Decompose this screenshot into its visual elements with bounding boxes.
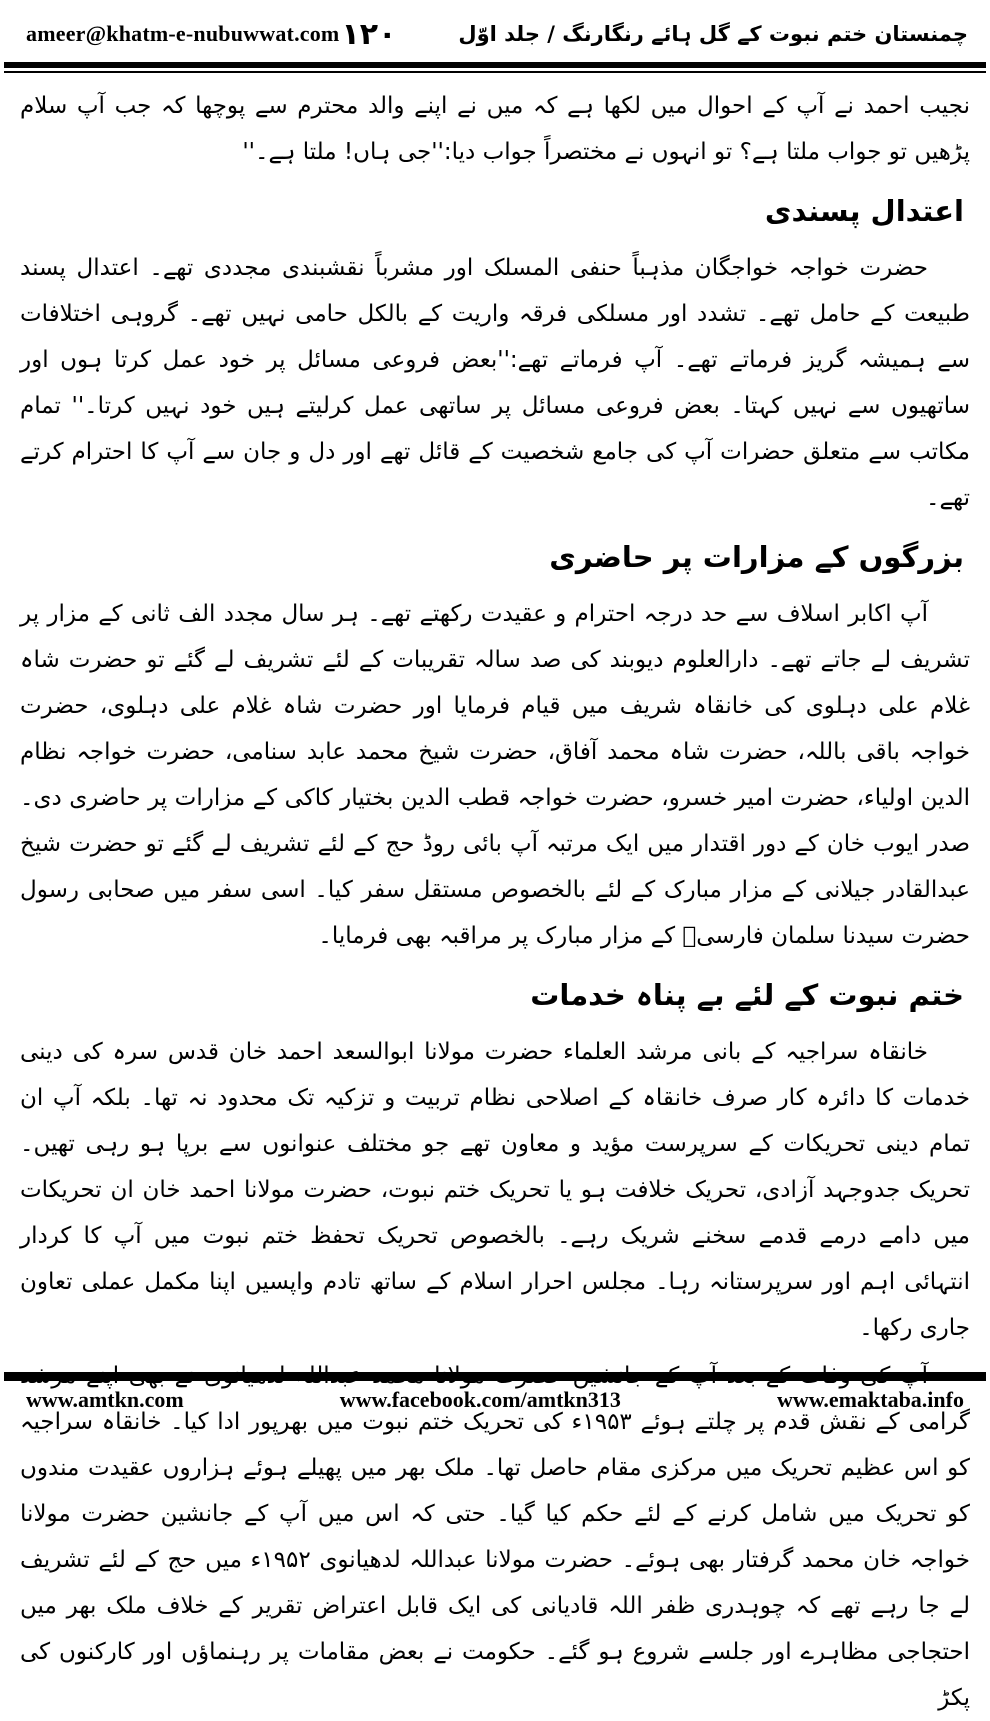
section-heading-shrine-visits: بزرگوں کے مزارات پر حاضری — [549, 540, 964, 574]
page-header — [0, 0, 990, 60]
footer-url-emaktaba: www.emaktaba.info — [776, 1387, 964, 1412]
section-heading-khatm-e-nubuwwat-services: ختم نبوت کے لئے بے پناہ خدمات — [530, 978, 964, 1012]
book-title: چمنستان ختم نبوت کے گل ہائے رنگارنگ / جلد اوّل — [458, 22, 968, 46]
header-rule-thick — [4, 62, 986, 68]
footer-rule — [4, 1372, 986, 1381]
paragraph-salam-reply: نجیب احمد نے آپ کے احوال میں لکھا ہے کہ میں نے اپنے والد محترم سے پوچھا کہ جب آپ سلام پڑھیں تو جواب ملتا ہے؟ تو انہوں نے مختصراً جواب دیا:''جی ہاں! ملتا ہے۔'' — [20, 93, 970, 165]
footer-url-facebook: www.facebook.com/amtkn313 — [339, 1387, 621, 1412]
paragraph-services: خانقاہ سراجیہ کے بانی مرشد العلماء حضرت مولانا ابوالسعد احمد خان قدس سرہ کی دینی خدمات کا دائرہ کار صرف خانقاہ کے اصلاحی نظام تربیت و تزکیہ تک محدود نہ تھا۔ بلکہ آپ ان تمام دینی تحریکات کے سرپرست مؤید و معاون تھے جو مختلف عنوانوں سے برپا ہو رہی تھیں۔ تحریک جدوجہد آزادی، تحریک خلافت ہو یا تحریک ختم نبوت، حضرت مولانا احمد خان ان تحریکات میں دامے درمے قدمے سخنے شریک رہے۔ بالخصوص تحریک تحفظ ختم نبوت میں آپ کا کردار انتہائی اہم اور سرپرستانہ رہا۔ مجلس احرار اسلام کے ساتھ تادم واپسیں اپنا مکمل عملی تعاون جاری رکھا۔ — [20, 1039, 970, 1341]
header-email: ameer@khatm-e-nubuwwat.com — [26, 21, 340, 46]
paragraph-successors: گرامی کے نقش قدم پر چلتے ہوئے ۱۹۵۳ء کی تحریک ختم نبوت میں بھرپور ادا کیا۔ خانقاہ سراجیہ کو اس عظیم تحریک میں مرکزی مقام حاصل تھا۔ ملک بھر میں پھیلے ہوئے ہزاروں عقیدت مندوں کو تحریک میں شامل کرنے کے لئے حکم کیا گیا۔ حتی کہ اس میں آپ کے جانشین حضرت مولانا خواجہ خان محمد گرفتار بھی ہوئے۔ حضرت مولانا عبداللہ لدھیانوی ۱۹۵۲ء میں حج کے لئے تشریف لے جا رہے تھے کہ چوہدری ظفر اللہ قادیانی کی ایک قابل اعتراض تقریر کے خلاف ملک بھر میں احتجاجی مظاہرے اور جلسے شروع ہو گئے۔ حکومت نے بعض مقامات پر رہنماؤں اور کارکنوں کی پکڑ — [20, 1409, 970, 1711]
section-heading-moderation: اعتدال پسندی — [764, 194, 964, 228]
paragraph-shrine-visits: آپ اکابر اسلاف سے حد درجہ احترام و عقیدت رکھتے تھے۔ ہر سال مجدد الف ثانی کے مزار پر تشریف لے جاتے تھے۔ دارالعلوم دیوبند کی صد سالہ تقریبات کے لئے تشریف لے گئے تو حضرت شاہ غلام علی دہلوی کی خانقاہ شریف میں قیام فرمایا اور حضرت شاہ غلام علی دہلوی، حضرت خواجہ باقی باللہ، حضرت شاہ محمد آفاق، حضرت شیخ محمد عابد سنامی، حضرت خواجہ نظام الدین اولیاء، حضرت امیر خسرو، حضرت خواجہ قطب الدین بختیار کاکی کے مزارات پر حاضری دی۔ صدر ایوب خان کے دور اقتدار میں ایک مرتبہ آپ بائی روڈ حج کے لئے تشریف لے گئے تو حضرت شیخ عبدالقادر جیلانی کے مزار مبارک کے لئے بالخصوص مستقل سفر کیا۔ اسی سفر میں صحابی رسول حضرت سیدنا سلمان فارسیؓ کے مزار مبارک پر مراقبہ بھی فرمایا۔ — [20, 601, 970, 949]
footer-url-amtkn: www.amtkn.com — [26, 1387, 184, 1412]
page-body — [0, 73, 990, 1721]
page-number: ۱۲۰ — [341, 16, 397, 52]
page-footer — [0, 1372, 990, 1420]
paragraph-moderation: حضرت خواجہ خواجگان مذہباً حنفی المسلک اور مشرباً نقشبندی مجددی تھے۔ اعتدال پسند طبیعت کے حامل تھے۔ تشدد اور مسلکی فرقہ واریت کے بالکل حامی نہیں تھے۔ گروہی اختلافات سے ہمیشہ گریز فرماتے تھے۔ آپ فرماتے تھے:''بعض فروعی مسائل پر خود عمل کرتا ہوں اور ساتھیوں سے نہیں کہتا۔ بعض فروعی مسائل پر ساتھی عمل کرلیتے ہیں خود نہیں کرتا۔'' تمام مکاتب سے متعلق حضرات آپ کی جامع شخصیت کے قائل تھے اور دل و جان سے آپ کا احترام کرتے تھے۔ — [20, 255, 971, 511]
